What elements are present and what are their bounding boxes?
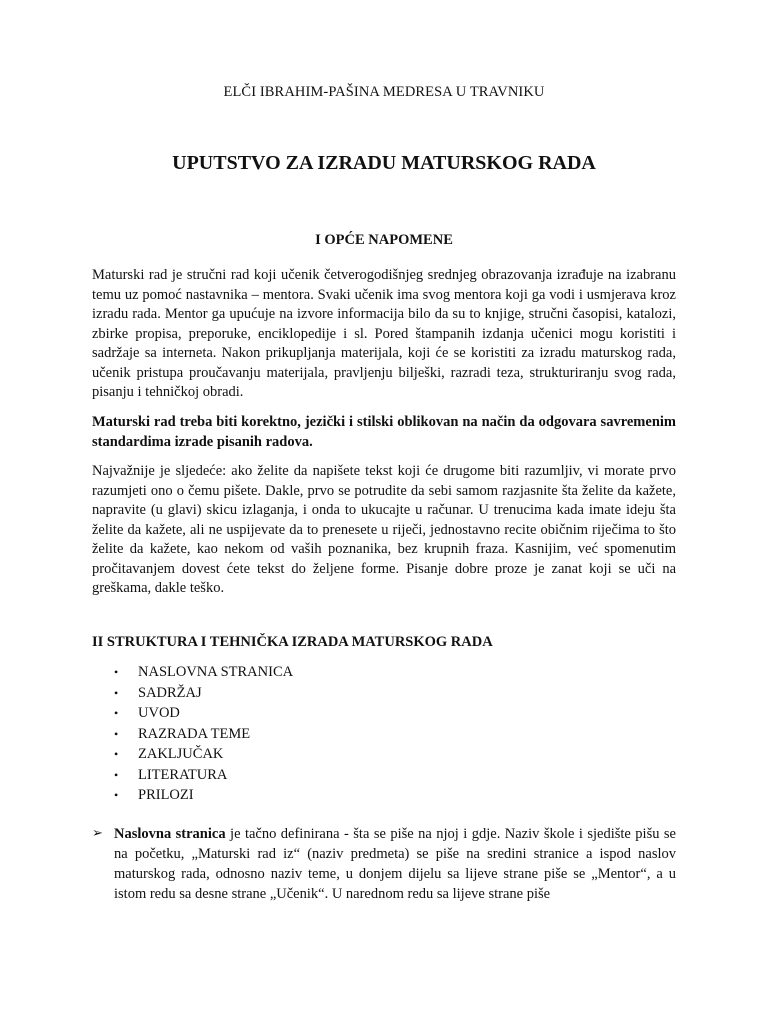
list-item xyxy=(92,765,293,786)
list-item-label: LITERATURA xyxy=(138,766,228,783)
bullet-icon: • xyxy=(114,767,119,782)
list-item xyxy=(92,683,293,704)
list-item-label: RAZRADA TEME xyxy=(138,725,251,742)
naslovna-stranica-text: je tačno definirana - šta se piše na njoj i gdje. Naziv škole i sjedište pišu se na početku, „Maturski rad iz“ (naziv predmeta) se piše na sredini stranice a ispod naslov maturskog rada, odnosno naziv teme, u donjem dijelu sa lijeve strane piše se „Mentor“, a u istom redu sa desne strane „Učenik“. U narednom redu sa lijeve strane piše xyxy=(114,826,676,902)
bullet-icon: • xyxy=(114,747,119,761)
list-item xyxy=(92,724,293,745)
arrow-bullet-icon: ➢ xyxy=(92,825,103,840)
naslovna-stranica-label: Naslovna stranica xyxy=(114,826,226,842)
bullet-icon: • xyxy=(114,788,119,802)
section-1-paragraph-3-block xyxy=(92,462,676,599)
bullet-icon: • xyxy=(114,685,119,700)
structure-list xyxy=(92,662,293,806)
list-item-label: SADRŽAJ xyxy=(138,684,202,701)
section-1-heading: I OPĆE NAPOMENE xyxy=(315,232,453,248)
list-item-label: PRILOZI xyxy=(138,787,194,803)
section-1-paragraph-2: Maturski rad treba biti korektno, jezički i stilski oblikovan na način da odgovara savremenim standardima izrade pisanih radova. xyxy=(92,414,676,450)
school-name: ELČI IBRAHIM-PAŠINA MEDRESA U TRAVNIKU xyxy=(223,84,545,100)
list-item xyxy=(92,785,293,806)
section-1-paragraph-2-block xyxy=(92,413,676,452)
list-item xyxy=(92,703,293,724)
list-item-label: NASLOVNA STRANICA xyxy=(138,664,294,680)
section-1-paragraph-1-block xyxy=(92,266,676,403)
bullet-icon: • xyxy=(114,706,119,720)
list-item xyxy=(92,662,293,683)
bullet-icon: • xyxy=(114,726,119,741)
bullet-icon: • xyxy=(114,665,119,679)
section-1-paragraph-1: Maturski rad je stručni rad koji učenik četverogodišnjeg srednjeg obrazovanja izrađuje na izabranu temu uz pomoć nastavnika – mentora. Svaki učenik ima svog mentora koji ga vodi i usmjerava kroz izradu rada. Mentor ga upućuje na izvore informacija bilo da su to knjige, stručni časopisi, katalozi, zbirke propisa, preporuke, enciklopedije i sl. Pored štampanih izdanja učenici mogu koristiti i sadržaje sa interneta. Nakon prikupljanja materijala, koji će se koristiti za izradu maturskog rada, učenik pristupa proučavanju materijala, pravljenju bilješki, razradi teza, strukturiranju svog rada, pisanju i tehničkoj obradi. xyxy=(92,267,676,400)
list-item-label: ZAKLJUČAK xyxy=(138,746,224,762)
list-item-label: UVOD xyxy=(138,705,180,721)
section-2-heading: II STRUKTURA I TEHNIČKA IZRADA MATURSKOG RADA xyxy=(92,634,493,650)
naslovna-stranica-paragraph xyxy=(114,824,676,904)
section-1-paragraph-3: Najvažnije je sljedeće: ako želite da napišete tekst koji će drugome biti razumljiv, vi morate prvo razumjeti ono o čemu pišete. Dakle, prvo se potrudite da sebi samom razjasnite šta želite da kažete, napravite (u glavi) skicu izlaganja, i onda to ukucajte u računar. U trenucima kada imate ideju šta želite da kažete, ali ne uspijevate da to prenesete u riječi, jednostavno recite običnim riječima to što želite da kažete, kao nekom od vaših poznanika, bez krupnih fraza. Kasnijim, već spomenutim pročitavanjem dovest ćete tekst do željene forme. Pisanje dobre proze je zanat koji se uči na greškama, dakle teško. xyxy=(92,463,676,596)
list-item xyxy=(92,744,293,765)
naslovna-stranica-block xyxy=(92,824,676,904)
document-title: UPUTSTVO ZA IZRADU MATURSKOG RADA xyxy=(172,152,596,174)
